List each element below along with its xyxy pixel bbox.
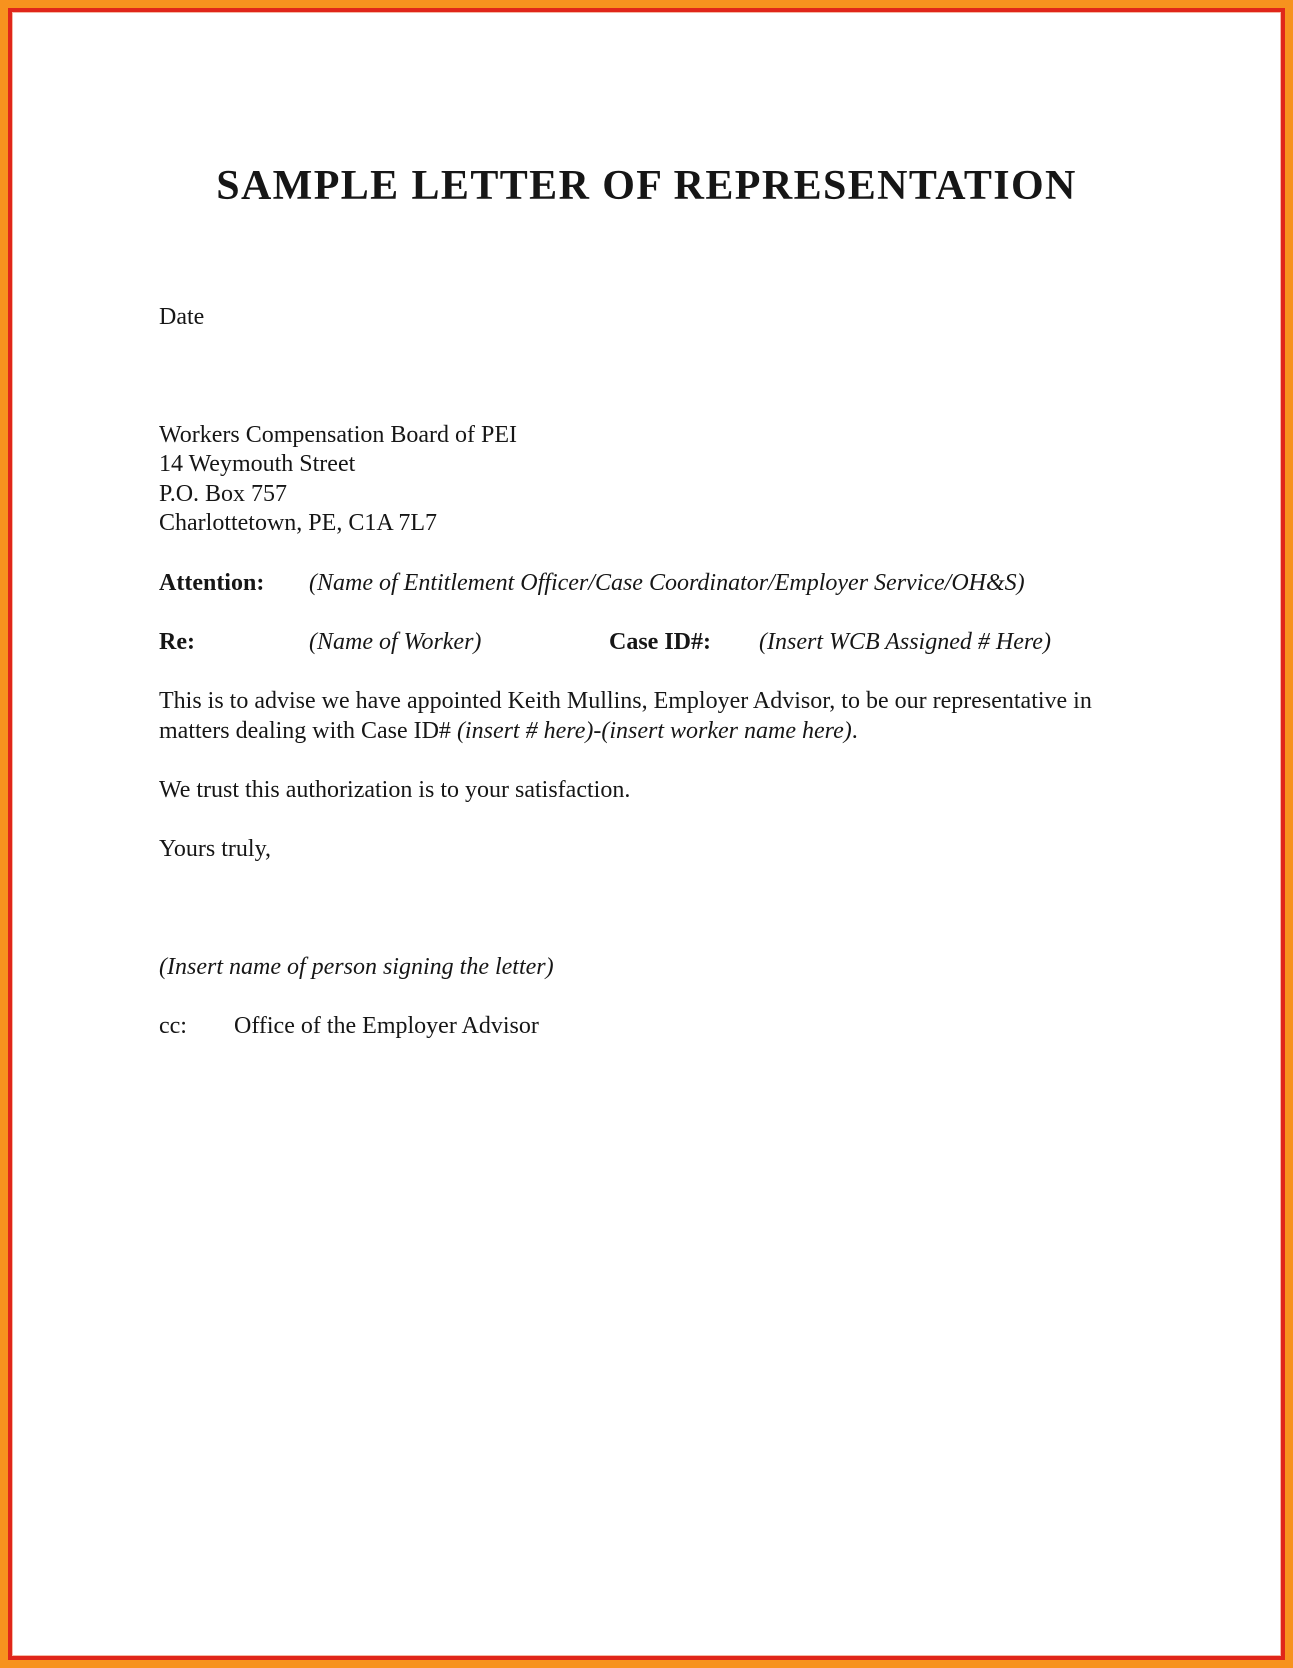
closing-salutation: Yours truly,	[159, 836, 272, 862]
re-row	[159, 627, 1051, 657]
address-line-1: Workers Compensation Board of PEI	[159, 422, 518, 448]
signature-placeholder: (Insert name of person signing the letter)	[159, 954, 554, 980]
body-line2-placeholder: (insert # here)-(insert worker name here)	[456, 718, 852, 744]
attention-row	[159, 568, 1025, 598]
cc-value: Office of the Employer Advisor	[234, 1013, 539, 1039]
letter-title: SAMPLE LETTER OF REPRESENTATION	[216, 163, 1077, 209]
body-line2-period: .	[851, 718, 858, 744]
case-id-label: Case ID#:	[609, 629, 711, 655]
case-id-value: (Insert WCB Assigned # Here)	[759, 629, 1051, 655]
attention-label: Attention:	[159, 570, 265, 596]
re-worker-name: (Name of Worker)	[309, 629, 482, 655]
address-line-3: P.O. Box 757	[159, 481, 288, 507]
body-line2-text: matters dealing with Case ID#	[159, 718, 457, 744]
cc-row	[159, 1011, 539, 1041]
trust-sentence: We trust this authorization is to your satisfaction.	[159, 777, 631, 803]
attention-value: (Name of Entitlement Officer/Case Coordinator/Employer Service/OH&S)	[309, 570, 1025, 596]
body-paragraph-line-2	[159, 716, 858, 746]
cc-label: cc:	[159, 1013, 187, 1039]
address-line-2: 14 Weymouth Street	[159, 451, 356, 477]
address-line-4: Charlottetown, PE, C1A 7L7	[159, 510, 437, 536]
re-label: Re:	[159, 629, 195, 655]
body-paragraph-line-1: This is to advise we have appointed Keith Mullins, Employer Advisor, to be our representative in	[159, 688, 1092, 714]
date-label: Date	[159, 304, 205, 330]
